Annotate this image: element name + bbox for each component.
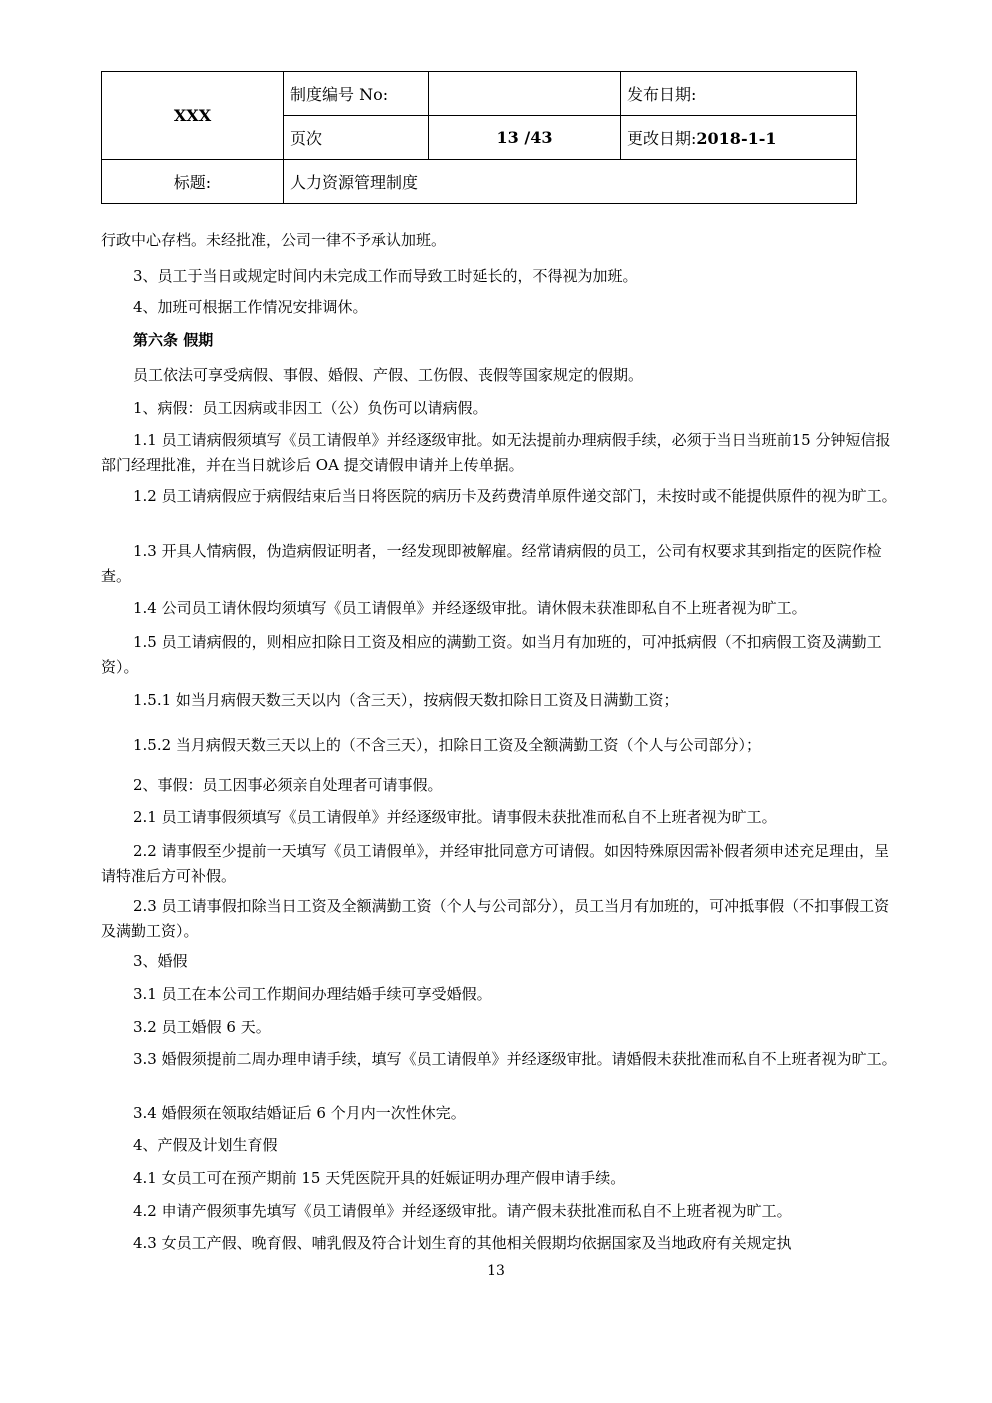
paragraph: 员工依法可享受病假、事假、婚假、产假、工伤假、丧假等国家规定的假期。 [133, 366, 644, 384]
paragraph: 3.4 婚假须在领取结婚证后 6 个月内一次性休完。 [133, 1104, 466, 1122]
title-value: 人力资源管理制度 [284, 160, 857, 204]
section-heading: 第六条 假期 [133, 331, 214, 349]
paragraph: 2.1 员工请事假须填写《员工请假单》并经逐级审批。请事假未获批准而私自不上班者视为旷工。 [133, 808, 777, 826]
paragraph: 1.4 公司员工请休假均须填写《员工请假单》并经逐级审批。请休假未获准即私自不上班者视为旷工。 [133, 599, 807, 617]
change-date-cell [621, 116, 857, 160]
change-date-value: 2018-1-1 [696, 129, 777, 148]
paragraph: 2.3 员工请事假扣除当日工资及全额满勤工资（个人与公司部分），员工当月有加班的，可冲抵事假（不扣事假工资及满勤工资）。 [101, 897, 890, 940]
doc-no-label-text: 制度编号 No: [290, 85, 389, 104]
paragraph: 3、员工于当日或规定时间内未完成工作而导致工时延长的，不得视为加班。 [133, 267, 638, 285]
paragraph: 4、产假及计划生育假 [133, 1136, 278, 1154]
paragraph: 1、病假：员工因病或非因工（公）负伤可以请病假。 [133, 399, 488, 417]
paragraph: 4.3 女员工产假、晚育假、哺乳假及符合计划生育的其他相关假期均依据国家及当地政府有关规定执 [133, 1234, 792, 1252]
paragraph: 3.1 员工在本公司工作期间办理结婚手续可享受婚假。 [133, 985, 492, 1003]
change-date-label: 更改日期: [627, 129, 697, 148]
page-value: 13 /43 [429, 116, 621, 160]
company-name: XXX [102, 72, 284, 160]
title-label: 标题: [102, 160, 284, 204]
document-header-table [101, 71, 857, 204]
paragraph: 1.1 员工请病假须填写《员工请假单》并经逐级审批。如无法提前办理病假手续，必须于当日当班前15 分钟短信报部门经理批准，并在当日就诊后 OA 提交请假申请并上传单据。 [101, 431, 891, 474]
paragraph: 3、婚假 [133, 952, 188, 970]
paragraph: 2、事假：员工因事必须亲自处理者可请事假。 [133, 776, 443, 794]
page-label: 页次 [284, 116, 429, 160]
paragraph: 1.3 开具人情病假，伪造病假证明者，一经发现即被解雇。经常请病假的员工，公司有权要求其到指定的医院作检查。 [101, 542, 882, 585]
paragraph: 1.5.1 如当月病假天数三天以内（含三天），按病假天数扣除日工资及日满勤工资； [133, 691, 679, 709]
paragraph: 4.2 申请产假须事先填写《员工请假单》并经逐级审批。请产假未获批准而私自不上班者视为旷工。 [133, 1202, 792, 1220]
paragraph: 行政中心存档。未经批准，公司一律不予承认加班。 [101, 231, 447, 249]
paragraph: 2.2 请事假至少提前一天填写《员工请假单》，并经审批同意方可请假。如因特殊原因需补假者须申述充足理由，呈请特准后方可补假。 [101, 842, 890, 885]
paragraph: 1.5.2 当月病假天数三天以上的（不含三天），扣除日工资及全额满勤工资（个人与公司部分）； [133, 736, 761, 754]
paragraph: 3.2 员工婚假 6 天。 [133, 1018, 271, 1036]
paragraph: 4、加班可根据工作情况安排调休。 [133, 298, 368, 316]
publish-date-label: 发布日期: [621, 72, 857, 116]
page-number: 13 [487, 1263, 505, 1279]
doc-no-label [284, 72, 429, 116]
paragraph: 3.3 婚假须提前二周办理申请手续，填写《员工请假单》并经逐级审批。请婚假未获批准而私自不上班者视为旷工。 [133, 1050, 897, 1068]
paragraph: 4.1 女员工可在预产期前 15 天凭医院开具的妊娠证明办理产假申请手续。 [133, 1169, 626, 1187]
paragraph: 1.5 员工请病假的，则相应扣除日工资及相应的满勤工资。如当月有加班的，可冲抵病假（不扣病假工资及满勤工资）。 [101, 633, 882, 676]
doc-no-value [429, 72, 621, 116]
paragraph: 1.2 员工请病假应于病假结束后当日将医院的病历卡及药费清单原件递交部门，未按时或不能提供原件的视为旷工。 [133, 487, 897, 505]
